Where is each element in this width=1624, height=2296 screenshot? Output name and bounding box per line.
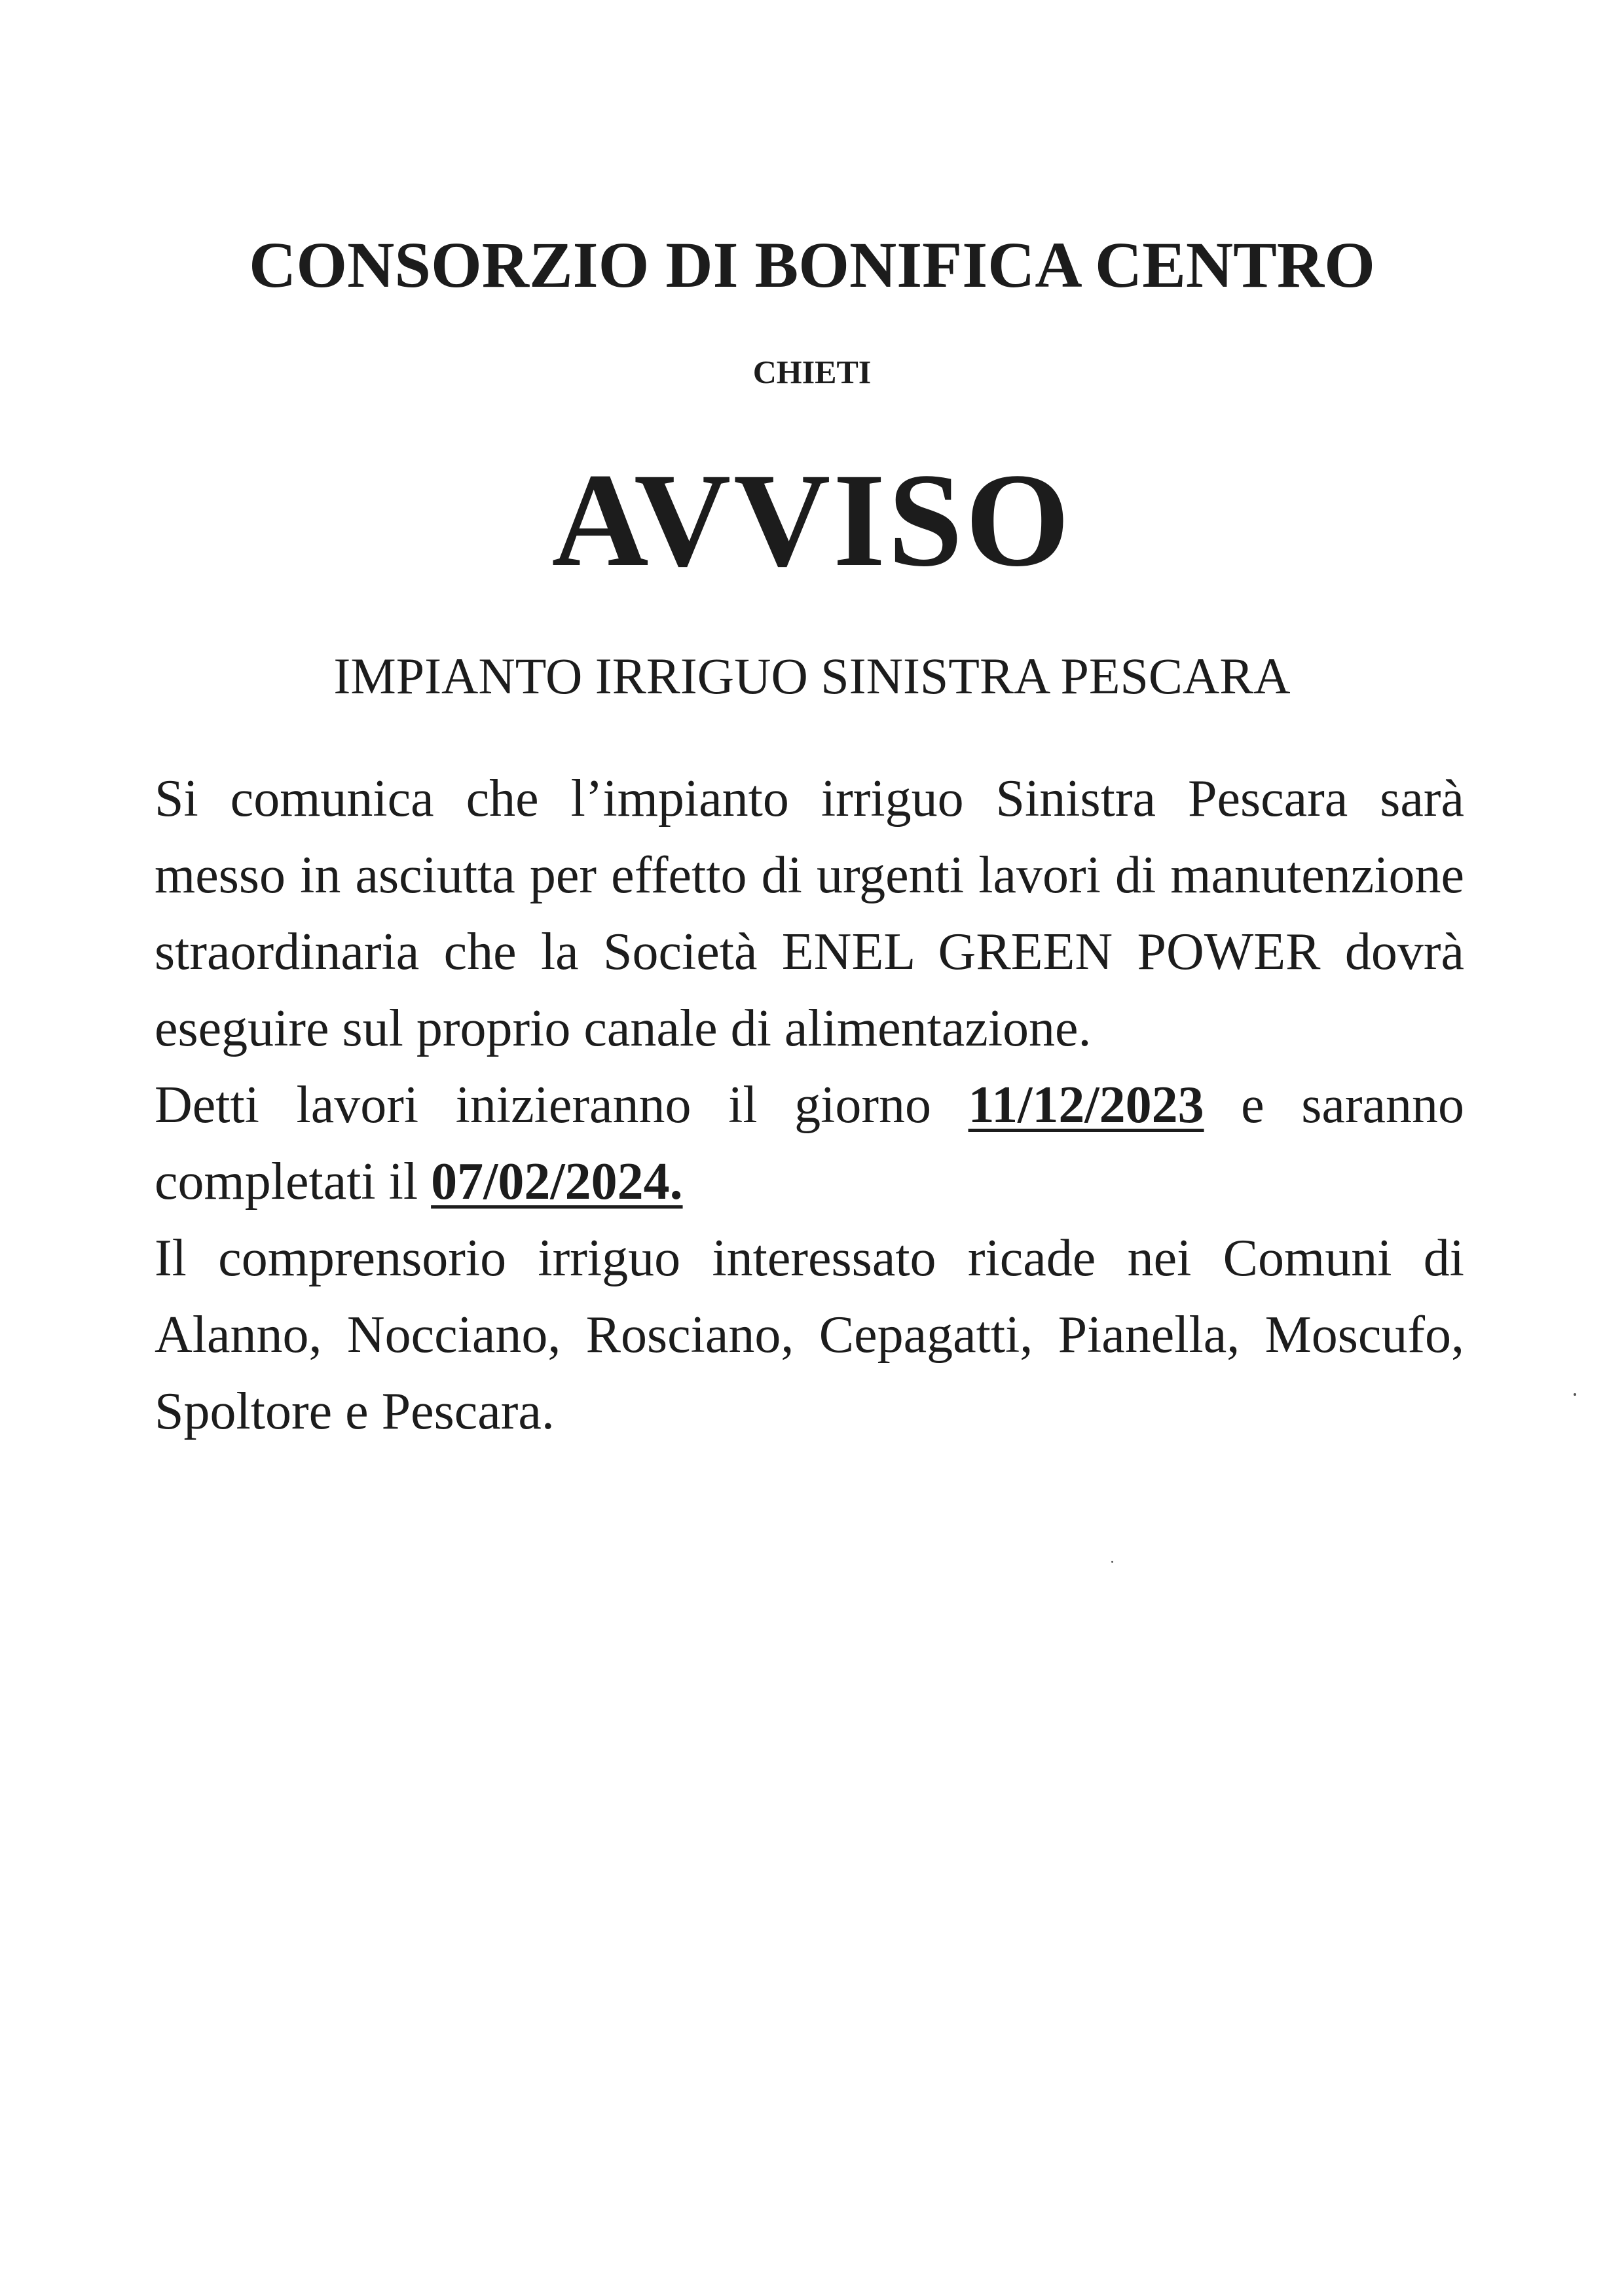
notice-body: [155, 761, 1464, 1450]
dates-text-start: Detti lavori inizieranno il giorno: [155, 1076, 969, 1134]
city-name: CHIETI: [752, 354, 872, 390]
start-date: 11/12/2023: [968, 1076, 1204, 1134]
notice-heading: AVVISO: [551, 446, 1073, 594]
notice-subject: IMPIANTO IRRIGUO SINISTRA PESCARA: [333, 647, 1291, 704]
organization-name: CONSORZIO DI BONIFICA CENTRO: [249, 228, 1375, 301]
scan-speck: [1111, 1561, 1113, 1563]
end-date: 07/02/2024.: [431, 1153, 683, 1211]
dates-text-middle: e saranno completati il: [155, 1076, 1464, 1211]
paragraph-announcement: Si comunica che l’impianto irriguo Sinistra Pescara sarà messo in asciutta per effetto di urgenti lavori di manutenzione straordinaria che la Società ENEL GREEN POWER dovrà eseguire sul proprio canale di alimentazione.: [155, 770, 1464, 1057]
scan-speck: [1574, 1393, 1576, 1396]
paragraph-municipalities: Il comprensorio irriguo interessato ricade nei Comuni di Alanno, Nocciano, Rosciano, Cepagatti, Pianella, Moscufo, Spoltore e Pescara.: [155, 1230, 1464, 1440]
paragraph-dates: [155, 1067, 1464, 1220]
